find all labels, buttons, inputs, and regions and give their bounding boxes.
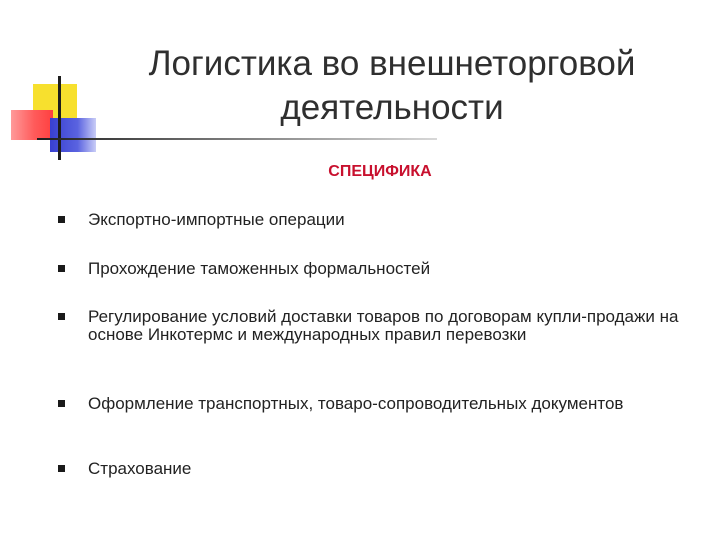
square-bullet-icon (58, 265, 65, 272)
square-bullet-icon (58, 216, 65, 223)
bullet-text: Страхование (88, 459, 192, 478)
list-item (88, 308, 688, 344)
slide-subtitle: СПЕЦИФИКА (328, 163, 432, 180)
bullet-text: Экспортно-импортные операции (88, 210, 345, 229)
list-item (88, 211, 688, 229)
square-bullet-icon (58, 465, 65, 472)
list-item (88, 260, 688, 278)
slide-title: Логистика во внешнеторговой деятельности (148, 44, 636, 127)
list-item (88, 395, 688, 413)
bullet-text: Регулирование условий доставки товаров по договорам купли-продажи на основе Инкотермс и международных правил перевозки (88, 307, 679, 344)
square-bullet-icon (58, 313, 65, 320)
bullet-text: Прохождение таможенных формальностей (88, 259, 431, 278)
square-bullet-icon (58, 400, 65, 407)
list-item (88, 460, 688, 478)
bullet-text: Оформление транспортных, товаро-сопроводительных документов (88, 394, 624, 413)
